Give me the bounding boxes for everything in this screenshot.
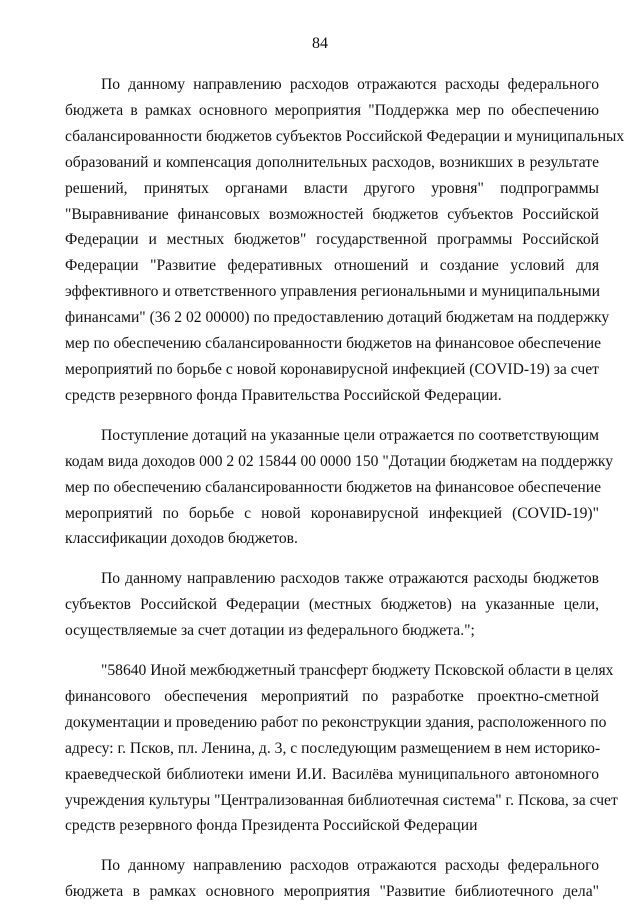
text-line: средств резервного фонда Президента Российской Федерации <box>65 817 478 835</box>
paragraph <box>65 72 625 409</box>
text-line: субъектов Российской Федерации (местных бюджетов) на указанные цели, <box>65 596 599 614</box>
text-line: классификации доходов бюджетов. <box>65 530 298 548</box>
text-line: осуществляемые за счет дотации из федерального бюджета."; <box>65 622 475 640</box>
text-line: мер по обеспечению сбалансированности бюджетов на финансовое обеспечение <box>65 335 602 353</box>
text-line: эффективного и ответственного управления региональными и муниципальными <box>65 283 600 301</box>
text-line: Поступление дотаций на указанные цели отражается по соответствующим <box>101 426 599 444</box>
text-line: учреждения культуры "Централизованная библиотечная система" г. Пскова, за счет <box>65 791 618 809</box>
text-line: Федерации и местных бюджетов" государственной программы Российской <box>65 231 599 249</box>
text-line: По данному направлению расходов отражаются расходы федерального <box>101 76 599 93</box>
text-line: финансами" (36 2 02 00000) по предоставлению дотаций бюджетам на поддержку <box>65 309 610 327</box>
text-line: мероприятий по борьбе с новой коронавирусной инфекцией (COVID-19)" <box>65 504 599 522</box>
text-line: "Выравнивание финансовых возможностей бюджетов субъектов Российской <box>65 205 599 223</box>
text-line: По данному направлению расходов отражаются расходы федерального <box>101 857 599 875</box>
page-number: 84 <box>312 35 328 52</box>
paragraph <box>65 853 599 905</box>
text-line: бюджета в рамках основного мероприятия "Развитие библиотечного дела" <box>65 883 599 901</box>
paragraph <box>65 658 618 839</box>
text-line: бюджета в рамках основного мероприятия "Поддержка мер по обеспечению <box>65 101 599 119</box>
text-line: мер по обеспечению сбалансированности бюджетов на финансовое обеспечение <box>65 478 602 496</box>
text-line: "58640 Иной межбюджетный трансферт бюджету Псковской области в целях <box>101 662 614 680</box>
text-line: По данному направлению расходов также отражаются расходы бюджетов <box>101 570 599 588</box>
text-line: финансового обеспечения мероприятий по разработке проектно-сметной <box>65 687 599 705</box>
text-line: Федерации "Развитие федеративных отношений и создание условий для <box>65 257 599 275</box>
text-line: краеведческой библиотеки имени И.И. Василёва муниципального автономного <box>65 765 599 783</box>
paragraph <box>65 566 599 644</box>
text-line: мероприятий по борьбе с новой коронавирусной инфекцией (COVID-19) за счет <box>65 360 599 378</box>
text-line: образований и компенсация дополнительных расходов, возникших в результате <box>65 153 599 171</box>
text-line: сбалансированности бюджетов субъектов Российской Федерации и муниципальных <box>65 127 625 145</box>
text-line: решений, принятых органами власти другого уровня" подпрограммы <box>65 179 599 197</box>
paragraph <box>65 423 614 553</box>
text-line: средств резервного фонда Правительства Российской Федерации. <box>65 386 502 404</box>
document-body <box>65 72 625 919</box>
text-line: адресу: г. Псков, пл. Ленина, д. 3, с последующим размещением в нем историко- <box>65 739 601 757</box>
text-line: кодам вида доходов 000 2 02 15844 00 0000 150 "Дотации бюджетам на поддержку <box>65 452 614 470</box>
text-line: документации и проведению работ по реконструкции здания, расположенного по <box>65 713 607 731</box>
